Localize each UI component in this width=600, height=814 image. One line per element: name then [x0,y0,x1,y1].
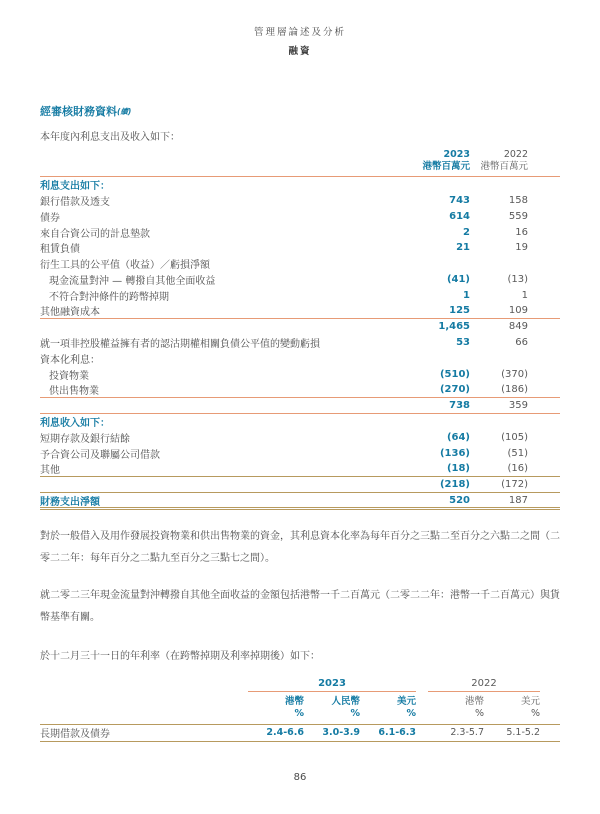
value-2022: (186) [501,384,528,395]
table-row [40,493,560,509]
value-2023: 21 [456,242,470,254]
doc-header-subtitle: 融資 [288,46,312,57]
header-group-2022 [428,696,540,721]
section-title-text: 經審核財務資料 [40,105,117,118]
value-2023: 53 [456,337,470,349]
column-header-2023 [400,149,470,173]
table-row [40,303,560,319]
currency-unit: % [294,708,304,720]
doc-header-title: 管理層論述及分析 [253,27,346,38]
value-2023: (218) [439,478,470,490]
currency-header [360,696,416,721]
row-label: 財務支出淨額 [40,496,100,508]
table-row [40,287,560,303]
row-label: 其他 [40,465,60,476]
rates-table-row [40,725,560,742]
value-2022: 359 [508,399,528,411]
document-header [0,0,600,57]
row-label: 不符合對沖條件的跨幣掉期 [49,291,169,303]
year-label-2022: 2022 [471,677,497,689]
rate-value-2022: 5.1-5.2 [506,726,540,738]
row-label: 予合資公司及聯屬公司借款 [40,449,160,461]
value-2023: 614 [449,210,470,222]
column-header-2022 [470,149,528,173]
value-2022: 19 [515,242,528,254]
column-unit-2022: 港幣百萬元 [480,160,528,172]
intro-text: 本年度內利息支出及收入如下： [40,132,180,143]
value-2023: (136) [439,447,470,459]
rates-table-year-row [40,678,560,692]
row-label: 衍生工具的公平值（收益）／虧損淨額 [40,260,210,272]
table-row [40,272,560,288]
currency-header [484,696,540,721]
header-group-2023 [248,696,416,721]
table-row [40,177,560,193]
currency-header [248,696,304,721]
row-label: 利息收入如下： [40,418,110,430]
value-2022: 1 [521,289,528,301]
table-row [40,335,560,351]
paragraph-rates-intro: 於十二月三十一日的年利率（在跨幣掉期及利率掉期後）如下： [40,651,320,663]
row-label: 利息支出如下： [40,181,110,193]
table-row [40,366,560,382]
value-2023: (64) [446,431,470,443]
currency-header [428,696,484,721]
table-row [40,208,560,224]
page-content [40,103,560,742]
currency-name: 美元 [396,695,416,707]
value-2022: (51) [507,447,528,459]
value-2023: (510) [439,368,470,380]
value-2023: 738 [449,399,470,411]
row-label: 租賃負債 [40,244,80,256]
value-2022: (16) [507,462,528,474]
table-row [40,382,560,398]
rate-value-2023: 3.0-3.9 [322,726,360,738]
value-2022: 849 [508,321,528,333]
currency-name: 港幣 [464,695,484,707]
currency-unit: % [530,708,540,720]
rate-value-2023: 6.1-6.3 [378,726,416,738]
currency-unit: % [474,708,484,720]
interest-rates-table [40,678,560,742]
row-label: 就一項非控股權益擁有者的認沽期權相關負債公平值的變動虧損 [40,339,320,351]
interest-table-header [40,149,560,177]
row-label: 現金流量對沖 — 轉撥自其他全面收益 [49,275,216,287]
paragraph-cashflow-hedge: 就二零二三年現金流量對沖轉撥自其他全面收益的金額包括港幣一千二百萬元（二零二二年：港幣一千二百萬元）與貨幣基準有關。 [40,590,560,623]
year-group-2022 [428,678,540,692]
row-label: 來自合資公司的計息墊款 [40,228,150,240]
section-title [40,103,560,119]
table-row [40,461,560,477]
row-label: 短期存款及銀行結餘 [40,433,130,445]
value-2022: 187 [508,494,528,506]
currency-unit: % [406,708,416,720]
row-label: 銀行借款及透支 [40,196,110,208]
value-2023: (41) [446,273,470,285]
value-2023: 1,465 [438,321,470,333]
table-row [40,193,560,209]
value-2023: (270) [439,384,470,395]
table-row [40,351,560,367]
row-label: 供出售物業 [49,386,99,398]
section-title-continued-note: (續) [117,107,132,116]
value-2022: 109 [508,305,528,317]
value-2023: (18) [446,462,470,474]
currency-name: 美元 [520,695,540,707]
value-2022: (370) [501,368,528,380]
table-row [40,430,560,446]
value-2023: 125 [449,305,470,317]
value-2022: 16 [515,226,528,238]
table-row [40,240,560,256]
value-2022: (172) [501,478,528,490]
table-row [40,477,560,493]
value-2023: 743 [449,194,470,206]
rates-table-header-row [40,692,560,725]
row-label: 債券 [40,212,60,224]
value-2022: 158 [508,194,528,206]
paragraph-capitalisation-rate: 對於一般借入及用作發展投資物業和供出售物業的資金，其利息資本化率為每年百分之三點二至百分之六點二之間（二零二二年：每年百分之二點九至百分之三點七之間）。 [40,531,560,564]
rate-value-2023: 2.4-6.6 [266,726,304,738]
rates-table-body [40,725,560,742]
value-2022: (13) [507,273,528,285]
value-2023: 1 [463,289,470,301]
column-year-2023: 2023 [443,149,470,160]
table-row [40,445,560,461]
currency-header [304,696,360,721]
table-row [40,256,560,272]
interest-expense-income-table [40,149,560,510]
value-2023: 520 [449,494,470,506]
table-row [40,398,560,414]
column-unit-2023: 港幣百萬元 [422,160,470,172]
row-label: 長期借款及債券 [40,729,110,741]
page-number: 86 [293,772,307,783]
year-label-2023: 2023 [318,677,346,689]
column-year-2022: 2022 [503,149,528,160]
table-row [40,319,560,335]
rate-value-2022: 2.3-5.7 [450,726,484,738]
value-2022: 559 [508,210,528,222]
currency-unit: % [350,708,360,720]
currency-name: 港幣 [284,695,304,707]
value-2022: (105) [501,431,528,443]
row-label: 其他融資成本 [40,307,100,319]
table-row [40,224,560,240]
year-group-2023 [248,678,416,692]
currency-name: 人民幣 [331,695,360,707]
total-double-rule [40,508,560,510]
table-row [40,414,560,430]
value-2023: 2 [463,226,470,238]
row-label: 投資物業 [49,370,89,382]
value-2022: 66 [515,337,528,349]
row-label: 資本化利息： [40,354,100,366]
interest-table-body [40,177,560,511]
